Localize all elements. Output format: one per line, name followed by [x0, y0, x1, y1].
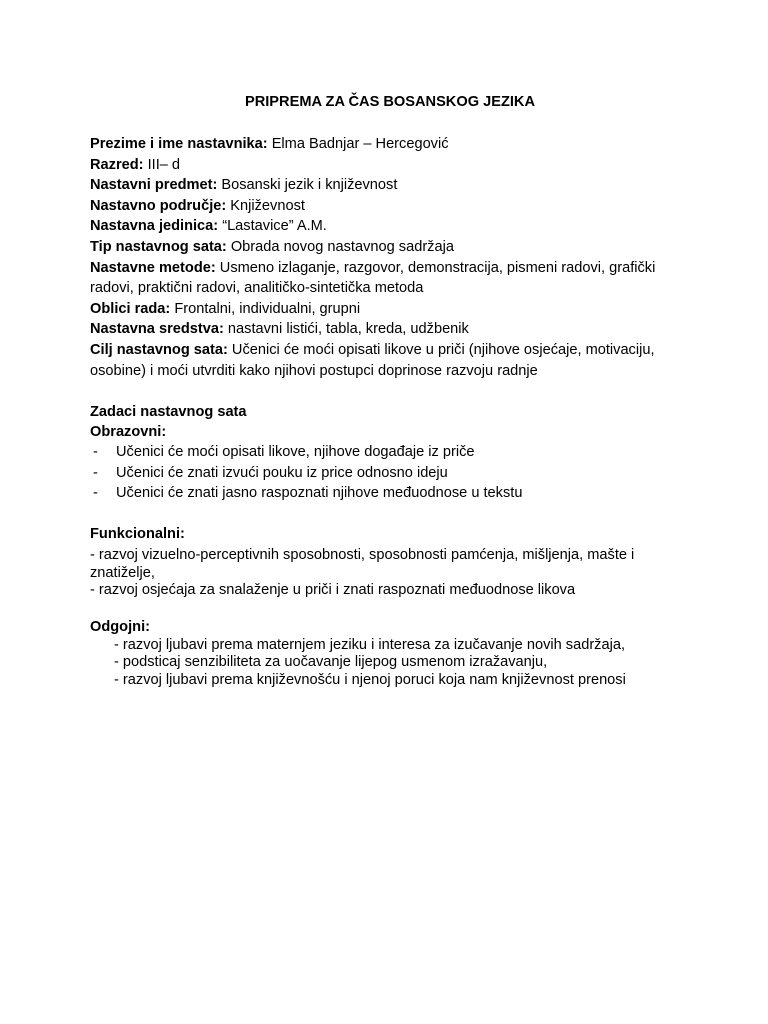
field-teaching-aids [90, 319, 690, 340]
field-value: III– d [143, 156, 181, 173]
field-teacher [90, 134, 690, 155]
field-lesson-type [90, 237, 690, 258]
list-item-text: Učenici će moći opisati likove, njihove događaje iz priče [116, 444, 475, 461]
functional-section [90, 524, 690, 600]
tasks-section [90, 402, 690, 504]
functional-item: - razvoj vizuelno-perceptivnih sposobnosti, sposobnosti pamćenja, mišljenja, mašte i znatiželje, [90, 546, 635, 581]
field-label: Nastavni predmet: [90, 177, 218, 194]
upbringing-section [90, 617, 690, 690]
list-item [90, 463, 690, 484]
tasks-heading: Zadaci nastavnog sata [90, 404, 247, 421]
list-item: - razvoj ljubavi prema književnošću i njenoj poruci koja nam književnost prenosi [114, 671, 626, 688]
field-lesson-goal [90, 340, 690, 381]
field-value: Bosanski jezik i književnost [217, 177, 398, 194]
document-title: PRIPREMA ZA ČAS BOSANSKOG JEZIKA [244, 94, 535, 110]
educational-heading: Obrazovni: [90, 424, 167, 441]
dash-bullet: - [93, 464, 98, 481]
list-item [90, 483, 690, 504]
upbringing-heading: Odgojni: [90, 618, 150, 635]
list-item: - razvoj ljubavi prema maternjem jeziku i interesa za izučavanje novih sadržaja, [114, 636, 626, 653]
field-unit [90, 216, 690, 237]
upbringing-list [90, 637, 690, 690]
functional-item: - razvoj osjećaja za snalaženje u priči i znati raspoznati međuodnose likova [90, 582, 576, 599]
field-label: Tip nastavnog sata: [90, 238, 227, 255]
dash-bullet: - [93, 485, 98, 502]
field-value: Elma Badnjar – Hercegović [267, 136, 449, 152]
field-label: Prezime i ime nastavnika: [90, 136, 268, 152]
field-methods [90, 258, 690, 299]
field-value: Frontalni, individualni, grupni [170, 300, 361, 317]
field-label: Nastavne metode: [90, 259, 216, 276]
list-item-text: Učenici će znati izvući pouku iz price odnosno ideju [116, 464, 448, 481]
dash-bullet: - [93, 444, 98, 461]
field-label: Nastavno područje: [90, 197, 227, 214]
field-label: Cilj nastavnog sata: [90, 341, 228, 358]
field-value: “Lastavice” A.M. [218, 218, 327, 235]
field-value: Usmeno izlaganje, razgovor, demonstracija, pismeni radovi, grafički radovi, praktični radovi, analitičko-sintetička metoda [90, 259, 656, 297]
functional-heading: Funkcionalni: [90, 525, 185, 542]
field-subject [90, 175, 690, 196]
field-area [90, 196, 690, 217]
field-value: nastavni listići, tabla, kreda, udžbenik [223, 321, 469, 338]
field-grade [90, 155, 690, 176]
field-work-forms [90, 299, 690, 320]
field-label: Oblici rada: [90, 300, 171, 317]
field-value: Književnost [226, 197, 305, 214]
document-page [90, 93, 690, 689]
field-label: Nastavna jedinica: [90, 218, 219, 235]
list-item [90, 442, 690, 463]
field-value: Obrada novog nastavnog sadržaja [226, 238, 454, 255]
educational-list [90, 442, 690, 504]
field-label: Razred: [90, 156, 144, 173]
field-label: Nastavna sredstva: [90, 321, 224, 338]
lesson-info [90, 134, 690, 381]
list-item-text: Učenici će znati jasno raspoznati njihove međuodnose u tekstu [116, 485, 523, 502]
field-value: Učenici će moći opisati likove u priči (njihove osjećaje, motivaciju, osobine) i moći utvrditi kako njihovi postupci doprinose razvoju radnje [90, 341, 655, 379]
list-item: - podsticaj senzibiliteta za uočavanje lijepog usmenom izražavanju, [114, 654, 548, 671]
